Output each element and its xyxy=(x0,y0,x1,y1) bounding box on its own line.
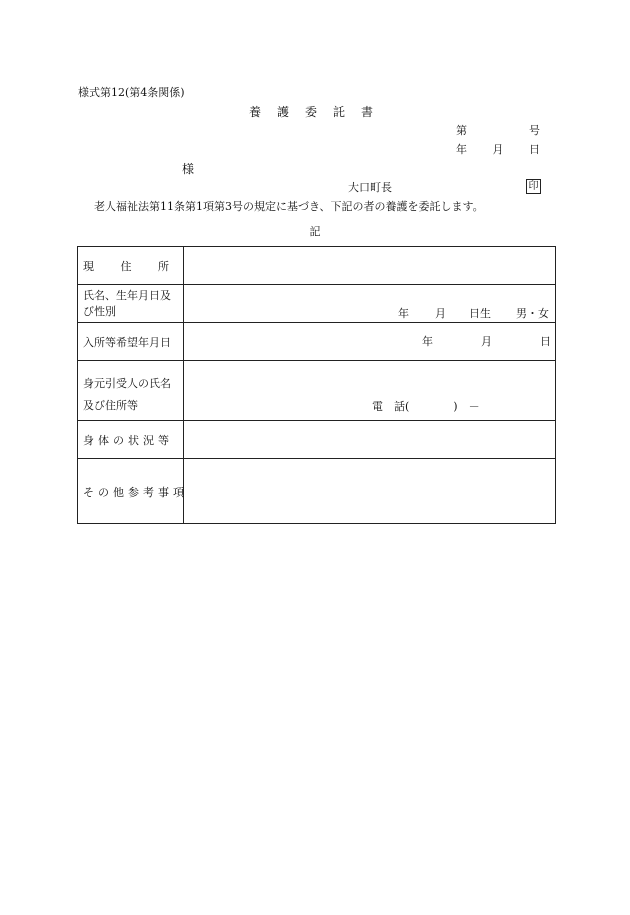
table-row-physical-condition xyxy=(78,421,556,459)
seal-mark: 印 xyxy=(526,179,541,194)
number-suffix: 号 xyxy=(529,124,540,137)
label-cell-other-notes xyxy=(78,459,188,524)
date-year: 年 xyxy=(456,143,467,156)
date-day: 日 xyxy=(529,143,540,156)
physical-condition-value-cell[interactable] xyxy=(184,421,556,459)
desired-month: 月 xyxy=(481,335,492,348)
address-value-cell[interactable] xyxy=(184,247,556,285)
label-cell-name-birth-sex xyxy=(78,285,184,323)
desired-date-value-cell[interactable] xyxy=(184,323,556,361)
document-number-line xyxy=(456,125,540,136)
birth-year: 年 xyxy=(398,307,409,320)
addressee-honorific: 様 xyxy=(182,162,195,176)
detail-table xyxy=(77,246,556,524)
guarantor-value-cell[interactable] xyxy=(184,361,556,421)
document-title: 養護委託書 xyxy=(248,105,389,119)
ki-heading: 記 xyxy=(309,225,321,238)
label-cell-guarantor xyxy=(78,361,184,421)
date-month: 月 xyxy=(492,143,504,156)
desired-day: 日 xyxy=(540,335,551,348)
table-row-other-notes xyxy=(78,459,556,524)
form-label: 様式第12(第4条関係) xyxy=(78,86,185,99)
number-prefix: 第 xyxy=(456,124,467,137)
issuer-name: 大口町長 xyxy=(348,181,392,194)
desired-year: 年 xyxy=(422,335,433,348)
other-notes-value-cell[interactable] xyxy=(184,459,556,524)
guarantor-label: 身元引受人の氏名 及び住所等 xyxy=(83,377,171,412)
document-date-line xyxy=(456,144,540,155)
table-row-guarantor xyxy=(78,361,556,421)
name-birth-sex-value-cell[interactable] xyxy=(184,285,556,323)
physical-condition-label: 身体の状況等 xyxy=(83,434,173,447)
address-label: 現 住 所 xyxy=(83,260,169,273)
birth-day: 日生 xyxy=(469,307,491,320)
phone-label: 電 話( ) － xyxy=(372,400,480,413)
birth-month: 月 xyxy=(435,307,446,320)
table-row-desired-date xyxy=(78,323,556,361)
other-notes-label: その他参考事項 xyxy=(83,486,188,499)
label-cell-address xyxy=(78,247,184,285)
name-birth-sex-label: 氏名、生年月日及 び性別 xyxy=(83,289,171,318)
desired-date-label: 入所等希望年月日 xyxy=(83,336,171,349)
label-cell-desired-date xyxy=(78,323,184,361)
sex-choice: 男・女 xyxy=(516,307,549,320)
table-row-name-birth-sex xyxy=(78,285,556,323)
body-text: 老人福祉法第11条第1項第3号の規定に基づき、下記の者の養護を委託します。 xyxy=(94,200,484,213)
table-row-address xyxy=(78,247,556,285)
label-cell-physical-condition xyxy=(78,421,184,459)
